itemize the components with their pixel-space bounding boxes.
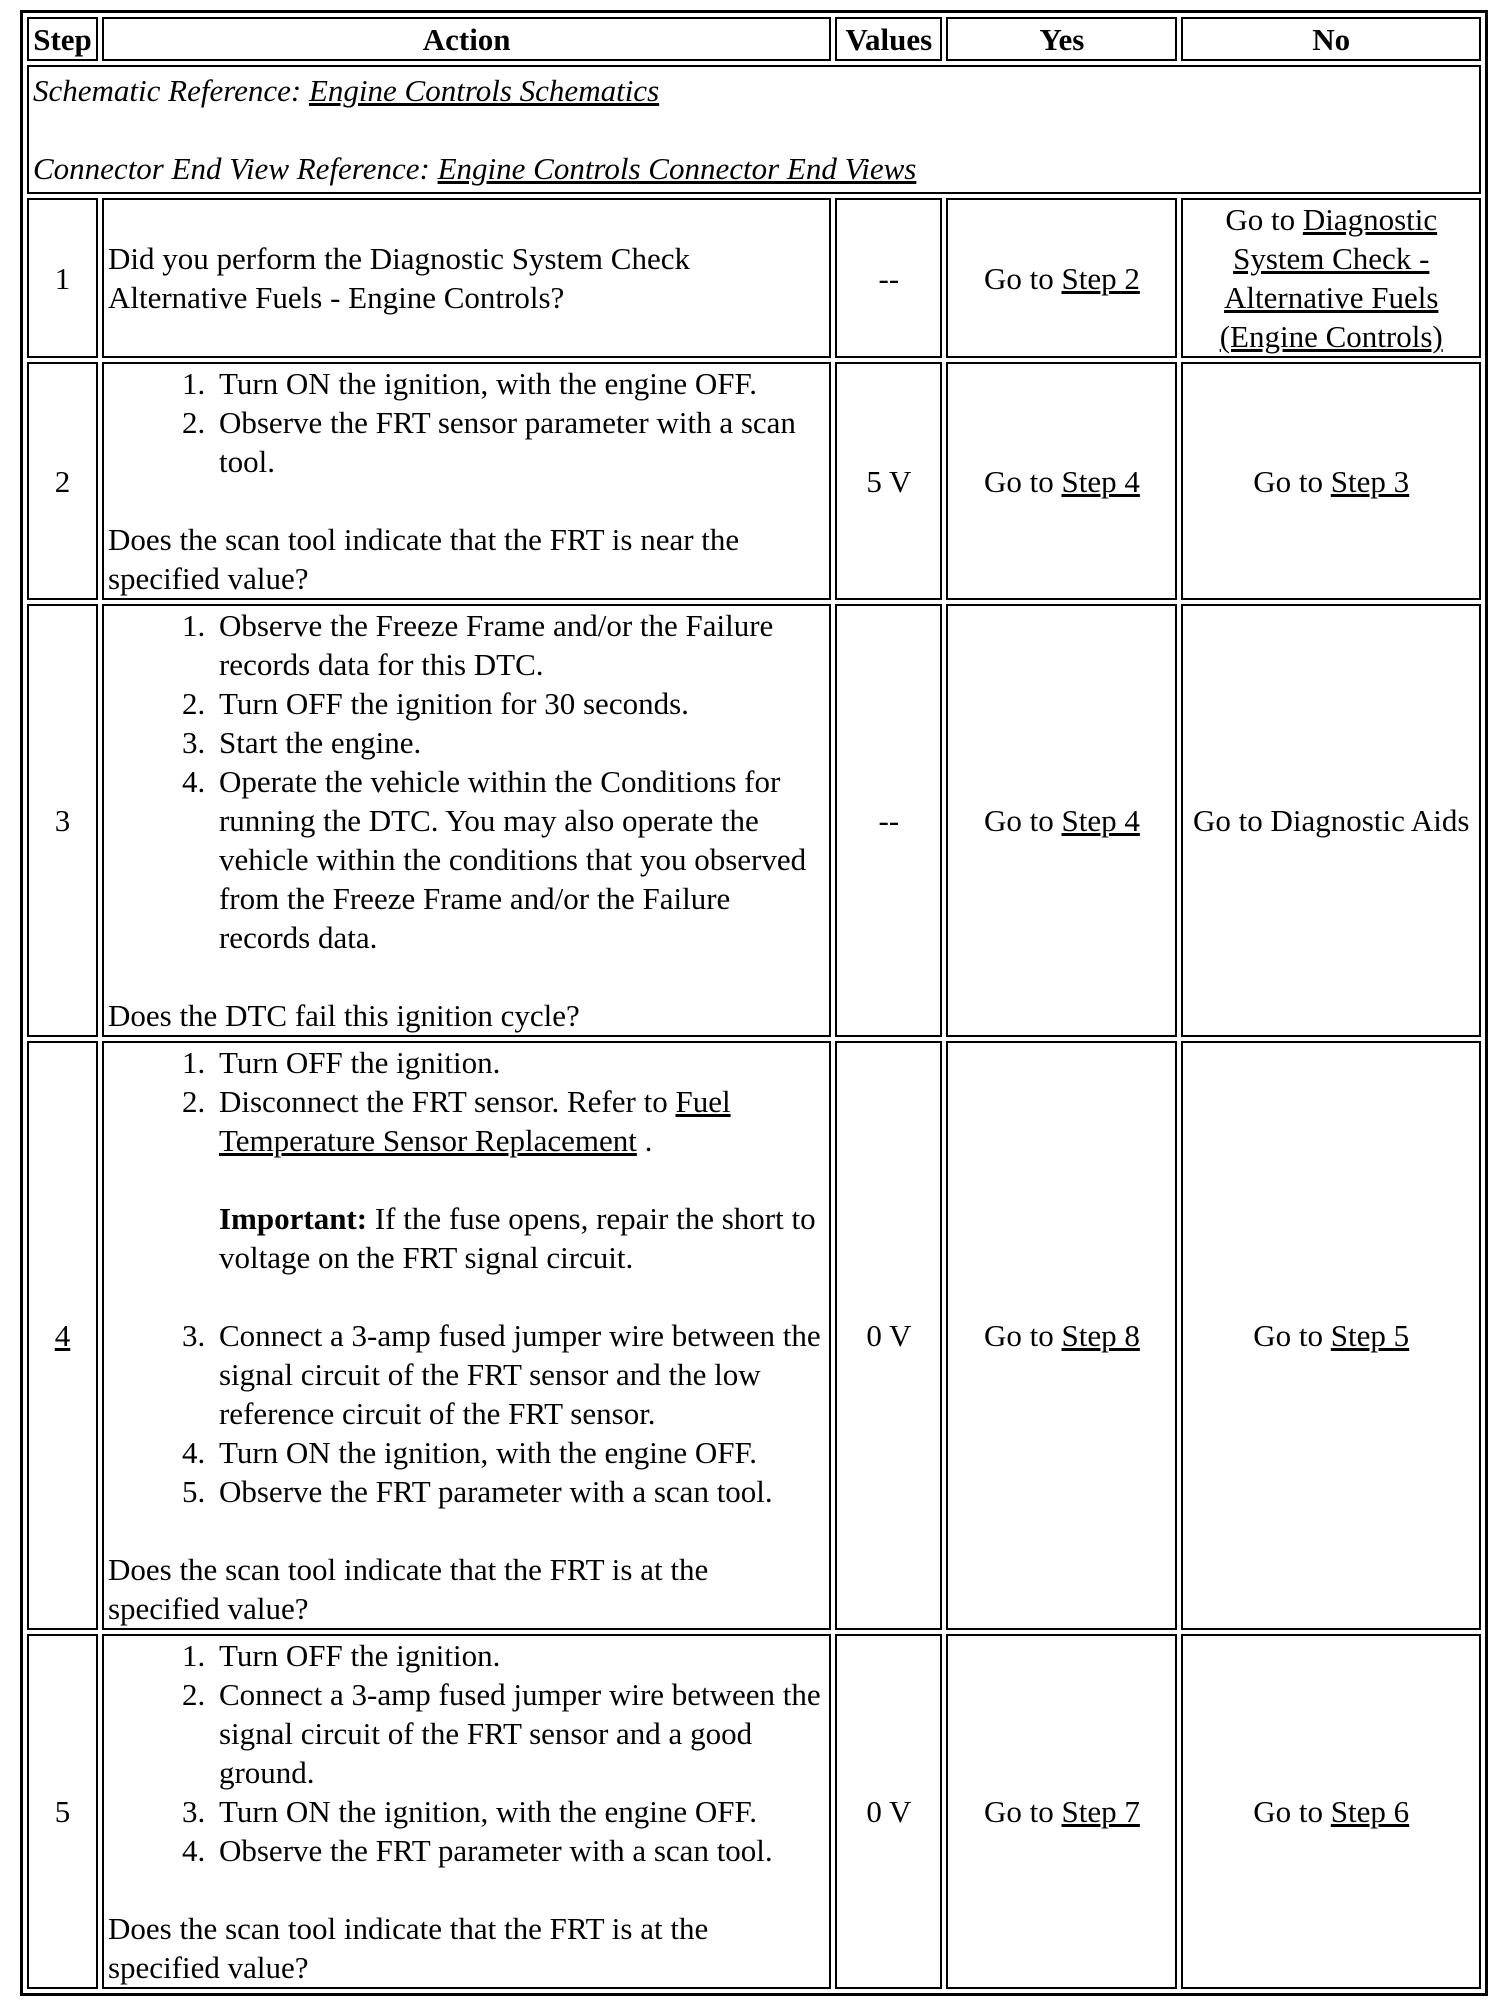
reference-row bbox=[27, 65, 1481, 194]
go-to-text: Go to bbox=[984, 803, 1062, 838]
no-step-link[interactable]: Step 3 bbox=[1330, 463, 1410, 499]
header-yes: Yes bbox=[946, 17, 1177, 61]
yes-cell bbox=[946, 1041, 1177, 1630]
connector-reference bbox=[33, 149, 1475, 188]
no-cell bbox=[1181, 1634, 1481, 1989]
yes-cell bbox=[946, 604, 1177, 1037]
action-question: Does the scan tool indicate that the FRT is at the specified value? bbox=[107, 1911, 709, 1985]
action-item: 1. Turn ON the ignition, with the engine OFF. bbox=[213, 364, 825, 403]
connector-reference-link[interactable]: Engine Controls Connector End Views bbox=[437, 151, 917, 186]
step-number: 3 bbox=[27, 604, 98, 1037]
header-action: Action bbox=[102, 17, 831, 61]
header-row bbox=[27, 17, 1481, 61]
action-item: 1. Turn OFF the ignition. bbox=[213, 1043, 825, 1082]
value-cell: 0 V bbox=[835, 1041, 942, 1630]
yes-cell bbox=[946, 198, 1177, 358]
go-to-text: Go to bbox=[1253, 1794, 1331, 1829]
important-note bbox=[219, 1199, 825, 1277]
yes-cell bbox=[946, 362, 1177, 600]
action-cell bbox=[102, 1634, 831, 1989]
go-to-text: Go to bbox=[984, 1318, 1062, 1353]
action-item: 4. Turn ON the ignition, with the engine OFF. bbox=[213, 1433, 825, 1472]
value-cell: -- bbox=[835, 604, 942, 1037]
action-cell bbox=[102, 362, 831, 600]
table-row bbox=[27, 198, 1481, 358]
go-to-text: Go to bbox=[984, 1794, 1062, 1829]
step-number: 2 bbox=[27, 362, 98, 600]
action-item: 2. Observe the FRT sensor parameter with a scan tool. bbox=[213, 403, 825, 481]
step-number: 5 bbox=[27, 1634, 98, 1989]
document-page bbox=[20, 10, 1488, 1996]
action-cell bbox=[102, 604, 831, 1037]
no-cell bbox=[1181, 1041, 1481, 1630]
go-to-text: Go to bbox=[1253, 1318, 1331, 1353]
go-to-text: Go to bbox=[984, 463, 1062, 499]
action-question: Did you perform the Diagnostic System Check Alternative Fuels - Engine Controls? bbox=[107, 241, 690, 315]
table-row bbox=[27, 604, 1481, 1037]
action-cell bbox=[102, 198, 831, 358]
no-cell: Go to Diagnostic Aids bbox=[1181, 604, 1481, 1037]
diagnostic-table bbox=[20, 10, 1488, 1996]
action-item: 1. Turn OFF the ignition. bbox=[213, 1636, 825, 1675]
action-list bbox=[108, 606, 825, 957]
action-item-text: Disconnect the FRT sensor. Refer to bbox=[218, 1084, 676, 1119]
table-row bbox=[27, 362, 1481, 600]
schematic-reference-link[interactable]: Engine Controls Schematics bbox=[308, 73, 660, 108]
go-to-text: Go to bbox=[1253, 463, 1331, 499]
no-step-link[interactable]: Diagnostic System Check - Alternative Fuels (Engine Controls) bbox=[1219, 202, 1443, 354]
action-item: 2. Connect a 3-amp fused jumper wire between the signal circuit of the FRT sensor and a good ground. bbox=[213, 1675, 825, 1792]
step-number: 1 bbox=[27, 198, 98, 358]
yes-step-link[interactable]: Step 7 bbox=[1061, 1794, 1140, 1829]
go-to-text: Go to bbox=[984, 260, 1062, 296]
action-list bbox=[108, 364, 825, 481]
important-text: If the fuse opens, repair the short to voltage on the FRT signal circuit. bbox=[218, 1201, 816, 1275]
no-cell bbox=[1181, 362, 1481, 600]
action-item: 3. Start the engine. bbox=[213, 723, 825, 762]
action-item: 2. Turn OFF the ignition for 30 seconds. bbox=[213, 684, 825, 723]
value-cell: -- bbox=[835, 198, 942, 358]
yes-step-link[interactable]: Step 4 bbox=[1061, 463, 1140, 499]
action-list bbox=[108, 1636, 825, 1870]
yes-step-link[interactable]: Step 2 bbox=[1061, 260, 1140, 296]
step-number-link[interactable]: 4 bbox=[54, 1318, 71, 1353]
action-item: 4. Operate the vehicle within the Conditions for running the DTC. You may also operate the vehicle within the conditions that you observed from the Freeze Frame and/or the Failure records data. bbox=[213, 762, 825, 957]
action-question: Does the scan tool indicate that the FRT is at the specified value? bbox=[107, 1552, 709, 1626]
yes-step-link[interactable]: Step 8 bbox=[1061, 1318, 1140, 1353]
no-step-link[interactable]: Step 5 bbox=[1330, 1318, 1410, 1353]
reference-cell bbox=[27, 65, 1481, 194]
no-step-link[interactable]: Step 6 bbox=[1330, 1794, 1410, 1829]
action-item: 1. Observe the Freeze Frame and/or the Failure records data for this DTC. bbox=[213, 606, 825, 684]
action-item-tail: . bbox=[636, 1123, 653, 1158]
fuel-temperature-sensor-replacement-link[interactable]: Fuel Temperature Sensor Replacement bbox=[218, 1084, 731, 1158]
action-item: 4. Observe the FRT parameter with a scan tool. bbox=[213, 1831, 825, 1870]
connector-reference-label: Connector End View Reference: bbox=[33, 151, 438, 186]
header-values: Values bbox=[835, 17, 942, 61]
action-question: Does the scan tool indicate that the FRT is near the specified value? bbox=[107, 522, 740, 596]
schematic-reference bbox=[33, 71, 1475, 110]
table-row bbox=[27, 1634, 1481, 1989]
header-step: Step bbox=[27, 17, 98, 61]
value-cell: 5 V bbox=[835, 362, 942, 600]
go-to-text: Go to bbox=[1225, 202, 1303, 237]
table-row bbox=[27, 1041, 1481, 1630]
no-cell bbox=[1181, 198, 1481, 358]
step-number bbox=[27, 1041, 98, 1630]
header-no: No bbox=[1181, 17, 1481, 61]
action-item: 3. Connect a 3-amp fused jumper wire between the signal circuit of the FRT sensor and the low reference circuit of the FRT sensor. bbox=[213, 1316, 825, 1433]
action-item bbox=[213, 1082, 825, 1277]
important-label: Important: bbox=[218, 1201, 368, 1236]
action-item: 3. Turn ON the ignition, with the engine OFF. bbox=[213, 1792, 825, 1831]
action-question: Does the DTC fail this ignition cycle? bbox=[107, 998, 580, 1033]
action-list bbox=[108, 1043, 825, 1511]
yes-cell bbox=[946, 1634, 1177, 1989]
yes-step-link[interactable]: Step 4 bbox=[1061, 803, 1140, 838]
value-cell: 0 V bbox=[835, 1634, 942, 1989]
schematic-reference-label: Schematic Reference: bbox=[33, 73, 309, 108]
action-item: 5. Observe the FRT parameter with a scan tool. bbox=[213, 1472, 825, 1511]
action-cell bbox=[102, 1041, 831, 1630]
